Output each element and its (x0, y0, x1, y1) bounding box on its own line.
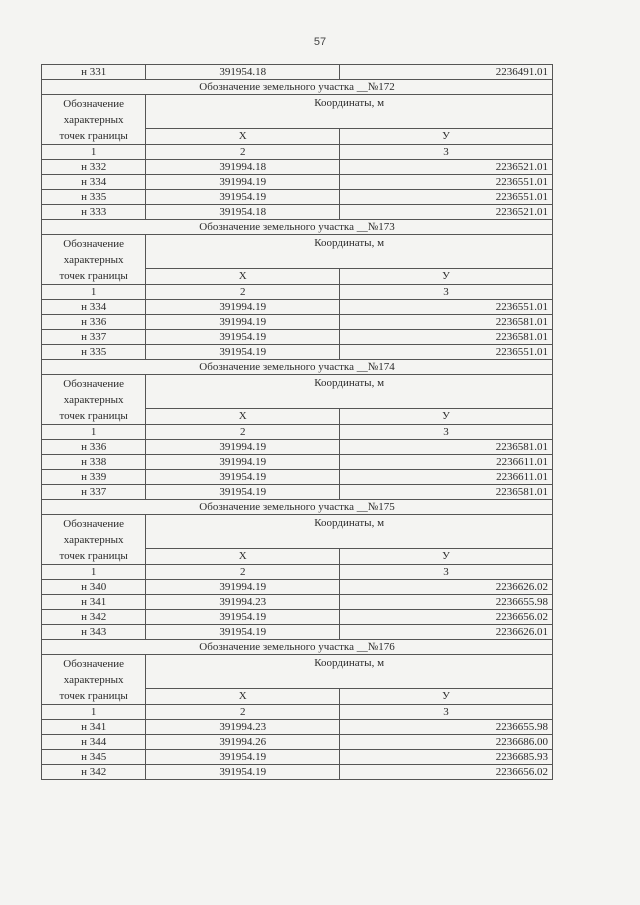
x-cell: 391954.18 (146, 205, 340, 220)
table-row (42, 175, 553, 190)
y-cell: 2236491.01 (340, 65, 553, 80)
parcel-title: Обозначение земельного участка __№176 (42, 640, 553, 655)
table-row (42, 470, 553, 485)
y-cell: 2236656.02 (340, 765, 553, 780)
column-number: 3 (340, 705, 553, 720)
header-row (42, 655, 553, 689)
table-row (42, 160, 553, 175)
parcel-title-row (42, 640, 553, 655)
point-label-line: Обозначение (63, 98, 125, 110)
point-label-line: точек границы (59, 690, 128, 702)
table-row (42, 205, 553, 220)
x-cell: 391954.19 (146, 765, 340, 780)
y-cell: 2236581.01 (340, 485, 553, 500)
point-label-line: точек границы (59, 130, 128, 142)
column-number: 1 (42, 145, 146, 160)
column-number: 2 (146, 565, 340, 580)
point-cell: н 335 (42, 345, 146, 360)
column-number: 2 (146, 705, 340, 720)
y-header: У (340, 129, 553, 145)
point-label-header (42, 95, 146, 145)
x-cell: 391994.23 (146, 595, 340, 610)
x-header: X (146, 549, 340, 565)
x-header: X (146, 129, 340, 145)
header-row (42, 515, 553, 549)
column-numbers-row (42, 285, 553, 300)
parcel-title-row (42, 80, 553, 95)
point-label-line: Обозначение (63, 238, 125, 250)
point-cell: н 335 (42, 190, 146, 205)
column-number: 3 (340, 145, 553, 160)
point-cell: н 333 (42, 205, 146, 220)
coords-header: Координаты, м (146, 95, 553, 129)
page-number: 57 (313, 36, 327, 48)
table-row (42, 610, 553, 625)
coords-header: Координаты, м (146, 655, 553, 689)
column-number: 3 (340, 425, 553, 440)
table-row (42, 300, 553, 315)
header-row (42, 375, 553, 409)
table-row (42, 765, 553, 780)
column-numbers-row (42, 705, 553, 720)
x-cell: 391954.19 (146, 485, 340, 500)
x-cell: 391994.18 (146, 160, 340, 175)
point-label-line: характерных (63, 114, 124, 126)
table-row (42, 315, 553, 330)
parcel-title-row (42, 360, 553, 375)
point-label-line: характерных (63, 394, 124, 406)
coordinates-table (41, 64, 553, 780)
point-label-line: характерных (63, 254, 124, 266)
table-row (42, 580, 553, 595)
point-cell: н 331 (42, 65, 146, 80)
column-number: 1 (42, 285, 146, 300)
column-number: 3 (340, 285, 553, 300)
y-cell: 2236581.01 (340, 330, 553, 345)
table-row (42, 735, 553, 750)
x-cell: 391954.19 (146, 330, 340, 345)
column-number: 2 (146, 425, 340, 440)
point-cell: н 334 (42, 175, 146, 190)
point-cell: н 341 (42, 720, 146, 735)
x-cell: 391994.26 (146, 735, 340, 750)
point-cell: н 337 (42, 330, 146, 345)
parcel-title: Обозначение земельного участка __№172 (42, 80, 553, 95)
table-row (42, 440, 553, 455)
y-header: У (340, 409, 553, 425)
column-number: 3 (340, 565, 553, 580)
point-cell: н 334 (42, 300, 146, 315)
point-cell: н 342 (42, 765, 146, 780)
y-cell: 2236686.00 (340, 735, 553, 750)
point-cell: н 340 (42, 580, 146, 595)
column-number: 1 (42, 705, 146, 720)
x-cell: 391954.19 (146, 625, 340, 640)
y-cell: 2236611.01 (340, 455, 553, 470)
y-cell: 2236581.01 (340, 315, 553, 330)
coords-header: Координаты, м (146, 515, 553, 549)
point-label-header (42, 655, 146, 705)
x-cell: 391994.19 (146, 300, 340, 315)
x-header: X (146, 409, 340, 425)
x-cell: 391954.19 (146, 190, 340, 205)
x-cell: 391994.19 (146, 315, 340, 330)
y-cell: 2236521.01 (340, 205, 553, 220)
x-cell: 391954.19 (146, 750, 340, 765)
column-numbers-row (42, 145, 553, 160)
column-number: 2 (146, 285, 340, 300)
table-row (42, 625, 553, 640)
x-header: X (146, 269, 340, 285)
y-cell: 2236551.01 (340, 190, 553, 205)
point-label-line: характерных (63, 674, 124, 686)
x-cell: 391994.19 (146, 580, 340, 595)
y-cell: 2236521.01 (340, 160, 553, 175)
coords-header: Координаты, м (146, 375, 553, 409)
y-header: У (340, 269, 553, 285)
header-row (42, 235, 553, 269)
point-label-header (42, 235, 146, 285)
table-row (42, 485, 553, 500)
point-cell: н 332 (42, 160, 146, 175)
x-cell: 391954.19 (146, 470, 340, 485)
table-row (42, 720, 553, 735)
y-cell: 2236685.93 (340, 750, 553, 765)
column-numbers-row (42, 425, 553, 440)
y-cell: 2236626.01 (340, 625, 553, 640)
column-numbers-row (42, 565, 553, 580)
y-cell: 2236655.98 (340, 595, 553, 610)
point-cell: н 343 (42, 625, 146, 640)
column-number: 2 (146, 145, 340, 160)
coordinates-table-body (42, 65, 553, 780)
x-cell: 391994.19 (146, 455, 340, 470)
table-row (42, 455, 553, 470)
point-cell: н 345 (42, 750, 146, 765)
x-cell: 391954.19 (146, 345, 340, 360)
y-header: У (340, 549, 553, 565)
x-cell: 391994.23 (146, 720, 340, 735)
header-row (42, 95, 553, 129)
point-cell: н 342 (42, 610, 146, 625)
point-cell: н 337 (42, 485, 146, 500)
y-cell: 2236656.02 (340, 610, 553, 625)
x-header: X (146, 689, 340, 705)
table-row (42, 345, 553, 360)
point-label-line: Обозначение (63, 658, 125, 670)
y-cell: 2236655.98 (340, 720, 553, 735)
coords-header: Координаты, м (146, 235, 553, 269)
point-cell: н 336 (42, 440, 146, 455)
point-cell: н 339 (42, 470, 146, 485)
point-label-line: точек границы (59, 410, 128, 422)
table-row (42, 750, 553, 765)
y-cell: 2236611.01 (340, 470, 553, 485)
y-cell: 2236551.01 (340, 345, 553, 360)
x-cell: 391994.19 (146, 175, 340, 190)
table-row (42, 190, 553, 205)
parcel-title: Обозначение земельного участка __№175 (42, 500, 553, 515)
parcel-title: Обозначение земельного участка __№174 (42, 360, 553, 375)
point-label-header (42, 515, 146, 565)
point-label-line: Обозначение (63, 518, 125, 530)
y-cell: 2236551.01 (340, 300, 553, 315)
point-label-line: характерных (63, 534, 124, 546)
x-cell: 391954.18 (146, 65, 340, 80)
point-label-line: точек границы (59, 550, 128, 562)
table-row (42, 595, 553, 610)
point-cell: н 336 (42, 315, 146, 330)
x-cell: 391954.19 (146, 610, 340, 625)
y-cell: 2236626.02 (340, 580, 553, 595)
point-cell: н 341 (42, 595, 146, 610)
column-number: 1 (42, 425, 146, 440)
parcel-title-row (42, 220, 553, 235)
point-label-header (42, 375, 146, 425)
table-row (42, 330, 553, 345)
y-cell: 2236551.01 (340, 175, 553, 190)
table-row (42, 65, 553, 80)
y-cell: 2236581.01 (340, 440, 553, 455)
column-number: 1 (42, 565, 146, 580)
parcel-title: Обозначение земельного участка __№173 (42, 220, 553, 235)
x-cell: 391994.19 (146, 440, 340, 455)
y-header: У (340, 689, 553, 705)
point-label-line: точек границы (59, 270, 128, 282)
parcel-title-row (42, 500, 553, 515)
point-cell: н 338 (42, 455, 146, 470)
point-label-line: Обозначение (63, 378, 125, 390)
point-cell: н 344 (42, 735, 146, 750)
